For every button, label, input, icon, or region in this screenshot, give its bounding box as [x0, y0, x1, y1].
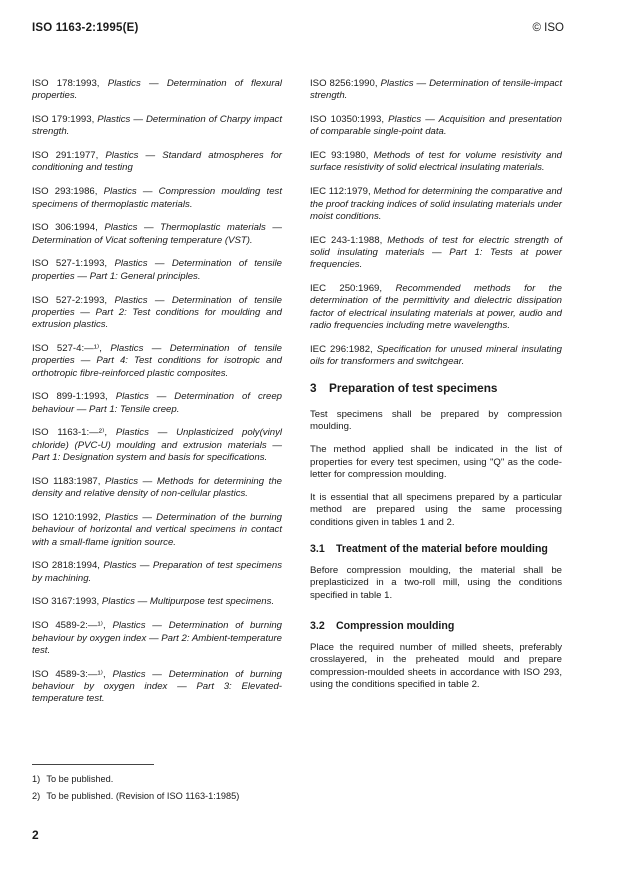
- reference-code: IEC 112:1979,: [310, 186, 371, 198]
- reference-title: Plastics — Determination of burning behaviour by oxygen index — Part 2: Ambient-temperature test.: [32, 620, 282, 656]
- reference-title: Plastics — Methods for determining the density and relative density of non-cellular plastics.: [32, 475, 283, 500]
- reference-item: [32, 669, 282, 706]
- reference-code: ISO 899-1:1993,: [32, 391, 108, 403]
- reference-code: ISO 8256:1990,: [310, 78, 378, 89]
- reference-item: [32, 150, 282, 175]
- copyright-mark: © ISO: [532, 22, 564, 34]
- reference-item: [32, 343, 282, 380]
- footnote-text: To be published.: [46, 774, 114, 784]
- subsection-title: Compression moulding: [336, 619, 455, 632]
- section-paragraph: It is essential that all specimens prepared by a particular method are prepared using the same processing conditions given in tables 1 and 2.: [310, 492, 562, 528]
- reference-item: [32, 427, 282, 464]
- subsection-paragraph: Place the required number of milled sheets, preferably crosslayered, in the preheated mould and prepare compression-moulded sheets in accordance with ISO 293, using the conditions specified in table 2.: [310, 641, 562, 690]
- reference-title: Recommended methods for the determination of the permittivity and dielectric dissipation factor of electrical insulating materials at power, audio and radio frequencies including metre wavelengths.: [310, 283, 562, 331]
- reference-code: ISO 3167:1993,: [32, 596, 100, 608]
- reference-item: [310, 283, 562, 332]
- reference-code: IEC 93:1980,: [310, 150, 369, 162]
- reference-code: ISO 527-1:1993,: [32, 258, 108, 270]
- section-title: Preparation of test specimens: [329, 381, 498, 396]
- footnote-text: To be published. (Revision of ISO 1163-1:1985): [46, 790, 240, 801]
- reference-title: Plastics — Multipurpose test specimens.: [101, 596, 275, 608]
- reference-item: [32, 560, 282, 585]
- reference-title: Plastics — Preparation of test specimens by machining.: [32, 560, 282, 584]
- footnotes: [32, 771, 239, 804]
- reference-code: ISO 10350:1993,: [310, 114, 384, 126]
- footnote-divider: [32, 764, 154, 765]
- reference-code: ISO 291:1977,: [32, 150, 99, 162]
- reference-item: [32, 78, 282, 103]
- reference-item: [32, 222, 282, 247]
- reference-code: IEC 243-1:1988,: [310, 234, 383, 246]
- reference-item: [32, 476, 282, 501]
- reference-code: ISO 527-4:—¹⁾,: [32, 342, 102, 354]
- reference-item: [310, 114, 562, 139]
- section-paragraph: Test specimens shall be prepared by compression moulding.: [310, 408, 562, 432]
- document-id: ISO 1163-2:1995(E): [32, 22, 139, 34]
- reference-code: ISO 178:1993,: [32, 78, 100, 89]
- section-3-heading: [310, 382, 562, 394]
- subsection-3-2-heading: [310, 620, 562, 633]
- reference-code: ISO 306:1994,: [32, 222, 98, 234]
- reference-title: Plastics — Determination of the burning behaviour of horizontal and vertical specimens in contact with a small-flame ignition source.: [32, 511, 282, 548]
- reference-item: [32, 186, 282, 211]
- page-number: 2: [32, 828, 39, 842]
- reference-title: Plastics — Standard atmospheres for conditioning and testing: [32, 150, 282, 174]
- subsection-number: 3.2: [310, 619, 325, 632]
- reference-code: ISO 1210:1992,: [32, 511, 101, 523]
- section-number: 3: [310, 381, 317, 396]
- reference-code: IEC 296:1982,: [310, 343, 373, 355]
- subsection-title: Treatment of the material before moulding: [336, 543, 548, 556]
- footnote: [32, 771, 239, 788]
- reference-code: ISO 4589-3:—¹⁾,: [32, 668, 106, 680]
- footnote-mark: 2): [32, 790, 41, 801]
- reference-item: [32, 258, 282, 283]
- reference-item: [32, 596, 282, 608]
- reference-title: Plastics — Thermoplastic materials — Determination of Vicat softening temperature (VST).: [32, 222, 282, 246]
- reference-code: IEC 250:1969,: [310, 283, 383, 295]
- reference-code: ISO 2818:1994,: [32, 560, 100, 572]
- reference-title: Plastics — Determination of tensile-impact strength.: [310, 78, 562, 102]
- reference-title: Plastics — Determination of creep behaviour — Part 1: Tensile creep.: [32, 391, 282, 415]
- reference-item: [32, 512, 282, 549]
- reference-item: [32, 391, 282, 416]
- subsection-paragraph: Before compression moulding, the material shall be preplasticized in a two-roll mill, using the conditions specified in table 1.: [310, 565, 562, 601]
- left-column: [32, 78, 282, 717]
- section-paragraph: The method applied shall be indicated in the list of properties for every test specimen, using "Q" as the code-letter for compression moulding.: [310, 444, 562, 480]
- reference-item: [310, 344, 562, 369]
- reference-item: [32, 620, 282, 657]
- reference-title: Methods of test for volume resistivity and surface resistivity of solid electrical insulating materials.: [310, 150, 563, 174]
- reference-title: Plastics — Compression moulding test specimens of thermoplastic materials.: [32, 186, 282, 210]
- reference-code: ISO 1163-1:—²⁾,: [32, 427, 107, 439]
- reference-title: Methods of test for electric strength of solid insulating materials — Part 1: Tests at power frequencies.: [310, 234, 563, 271]
- footnote: [32, 788, 239, 805]
- reference-title: Plastics — Determination of tensile properties — Part 4: Test conditions for isotropic and orthotropic fibre-reinforced plastic composites.: [32, 342, 282, 379]
- reference-code: ISO 1183:1987,: [32, 475, 101, 487]
- reference-item: [32, 295, 282, 332]
- reference-title: Plastics — Unplasticized poly(vinyl chloride) (PVC-U) moulding and extrusion materials — Part 1: Designation system and basis for specifications.: [32, 427, 282, 464]
- reference-title: Specification for unused mineral insulating oils for transformers and switchgear.: [310, 343, 562, 368]
- reference-title: Plastics — Determination of tensile properties — Part 1: General principles.: [32, 258, 283, 282]
- reference-code: ISO 179:1993,: [32, 114, 95, 126]
- reference-title: Method for determining the comparative and the proof tracking indices of solid insulating materials under moist conditions.: [310, 186, 562, 222]
- reference-title: Plastics — Determination of tensile properties — Part 2: Test conditions for moulding and extrusion plastics.: [32, 294, 283, 331]
- subsection-3-1-heading: [310, 543, 562, 556]
- reference-title: Plastics — Acquisition and presentation of comparable single-point data.: [310, 114, 562, 138]
- reference-item: [310, 235, 562, 272]
- right-column: [310, 78, 562, 702]
- reference-item: [310, 186, 562, 223]
- reference-item: [32, 114, 282, 139]
- reference-code: ISO 293:1986,: [32, 186, 98, 198]
- reference-item: [310, 150, 562, 175]
- subsection-number: 3.1: [310, 543, 325, 556]
- reference-title: Plastics — Determination of flexural properties.: [32, 78, 282, 102]
- reference-item: [310, 78, 562, 103]
- reference-title: Plastics — Determination of burning behaviour by oxygen index — Part 3: Elevated-temperature test.: [32, 668, 282, 705]
- reference-code: ISO 4589-2:—¹⁾,: [32, 620, 106, 632]
- reference-code: ISO 527-2:1993,: [32, 294, 108, 306]
- footnote-mark: 1): [32, 774, 41, 784]
- reference-title: Plastics — Determination of Charpy impact strength.: [32, 114, 283, 138]
